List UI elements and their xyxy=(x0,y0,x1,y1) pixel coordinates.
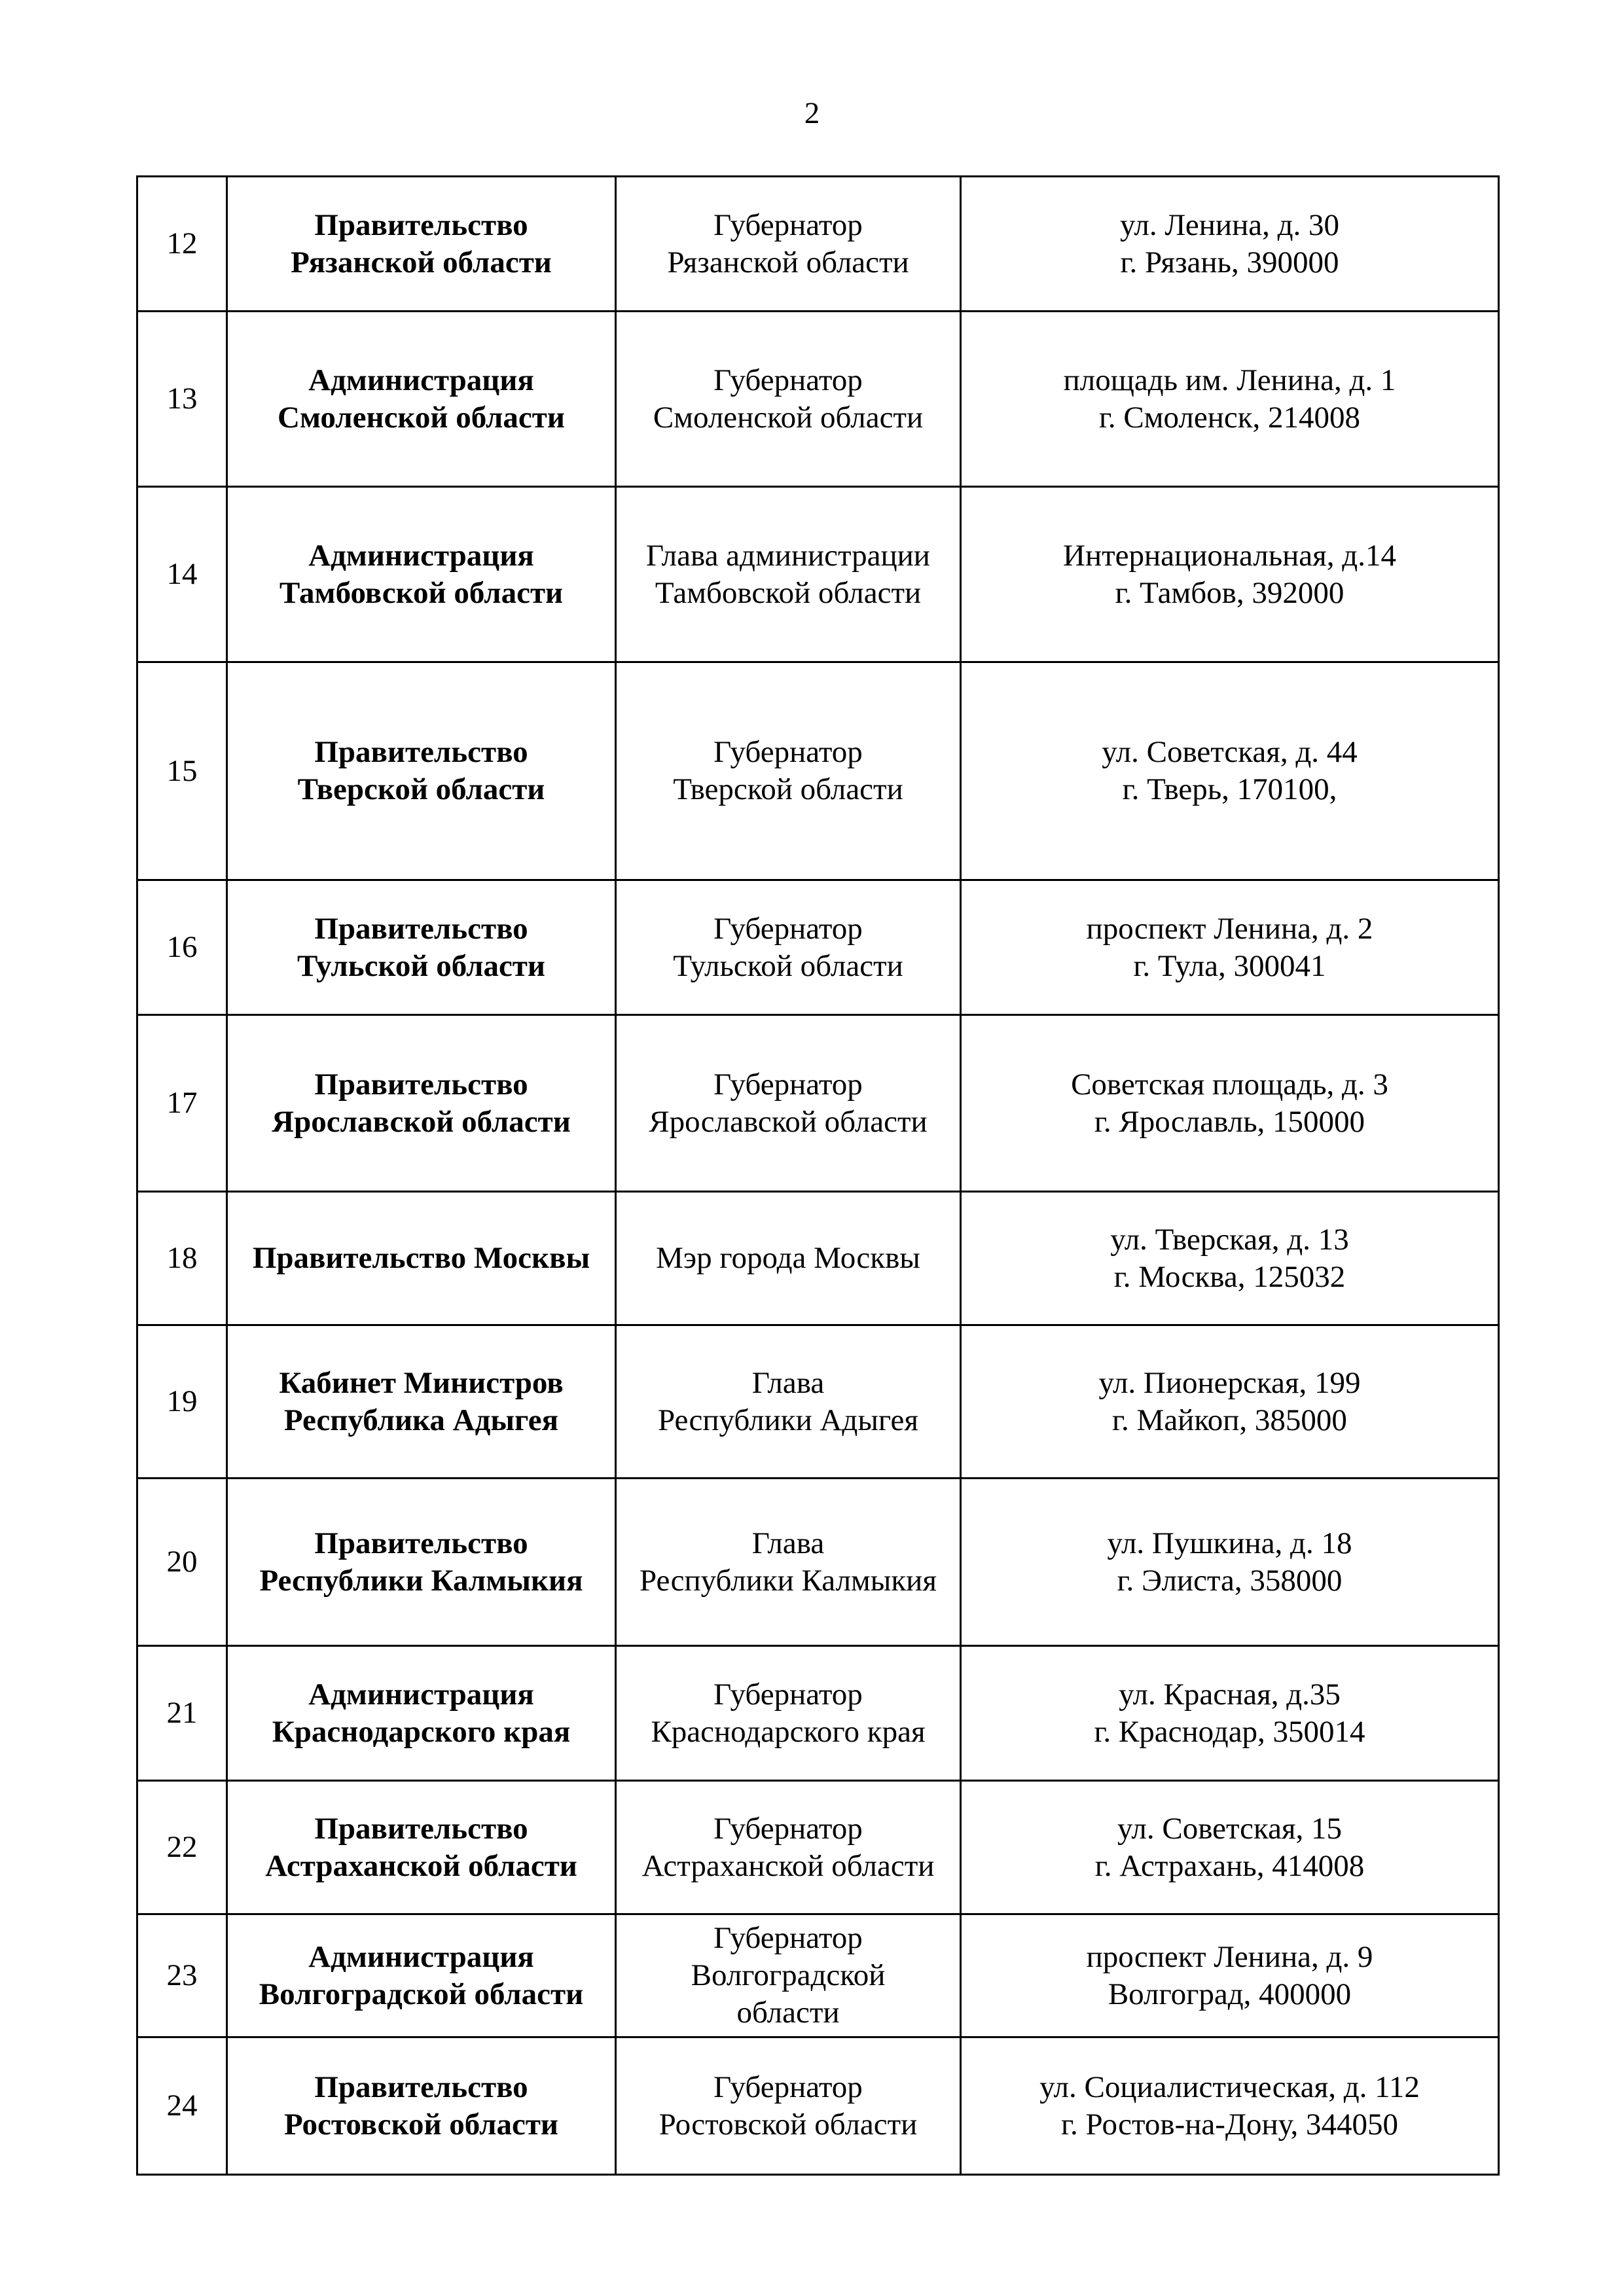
registry-table xyxy=(136,175,1500,2176)
organization-name: Администрация Смоленской области xyxy=(227,312,616,487)
address: ул. Социалистическая, д. 112 г. Ростов-на-Дону, 344050 xyxy=(961,2037,1499,2175)
organization-name: Правительство Ростовской области xyxy=(227,2037,616,2175)
table-row xyxy=(137,1015,1499,1192)
head-title: Губернатор Рязанской области xyxy=(616,177,961,312)
address: ул. Ленина, д. 30 г. Рязань, 390000 xyxy=(961,177,1499,312)
address: ул. Советская, д. 44 г. Тверь, 170100, xyxy=(961,662,1499,880)
address: ул. Пионерская, 199 г. Майкоп, 385000 xyxy=(961,1325,1499,1479)
organization-name: Правительство Москвы xyxy=(227,1192,616,1325)
organization-name: Администрация Волгоградской области xyxy=(227,1914,616,2037)
row-number: 13 xyxy=(137,312,227,487)
table-row xyxy=(137,1325,1499,1479)
head-title: Губернатор Тульской области xyxy=(616,880,961,1015)
head-title: Глава Республики Калмыкия xyxy=(616,1479,961,1646)
address: ул. Тверская, д. 13 г. Москва, 125032 xyxy=(961,1192,1499,1325)
organization-name: Правительство Астраханской области xyxy=(227,1781,616,1914)
table-row xyxy=(137,1781,1499,1914)
table-row xyxy=(137,2037,1499,2175)
address: ул. Пушкина, д. 18 г. Элиста, 358000 xyxy=(961,1479,1499,1646)
row-number: 12 xyxy=(137,177,227,312)
row-number: 23 xyxy=(137,1914,227,2037)
address: Интернациональная, д.14 г. Тамбов, 392000 xyxy=(961,487,1499,662)
row-number: 21 xyxy=(137,1646,227,1781)
organization-name: Правительство Тульской области xyxy=(227,880,616,1015)
head-title: Глава Республики Адыгея xyxy=(616,1325,961,1479)
row-number: 14 xyxy=(137,487,227,662)
address: проспект Ленина, д. 2 г. Тула, 300041 xyxy=(961,880,1499,1015)
table-row xyxy=(137,880,1499,1015)
row-number: 22 xyxy=(137,1781,227,1914)
organization-name: Правительство Ярославской области xyxy=(227,1015,616,1192)
page-number: 2 xyxy=(804,96,820,130)
table-row xyxy=(137,1914,1499,2037)
table-row xyxy=(137,1192,1499,1325)
row-number: 16 xyxy=(137,880,227,1015)
address: площадь им. Ленина, д. 1 г. Смоленск, 214008 xyxy=(961,312,1499,487)
table-row xyxy=(137,312,1499,487)
table-row xyxy=(137,177,1499,312)
head-title: Мэр города Москвы xyxy=(616,1192,961,1325)
head-title: Губернатор Ярославской области xyxy=(616,1015,961,1192)
head-title: Губернатор Краснодарского края xyxy=(616,1646,961,1781)
head-title: Губернатор Смоленской области xyxy=(616,312,961,487)
address: ул. Советская, 15 г. Астрахань, 414008 xyxy=(961,1781,1499,1914)
head-title: Глава администрации Тамбовской области xyxy=(616,487,961,662)
row-number: 18 xyxy=(137,1192,227,1325)
address: Советская площадь, д. 3 г. Ярославль, 150000 xyxy=(961,1015,1499,1192)
table-row xyxy=(137,1646,1499,1781)
organization-name: Администрация Тамбовской области xyxy=(227,487,616,662)
organization-name: Администрация Краснодарского края xyxy=(227,1646,616,1781)
head-title: Губернатор Волгоградской области xyxy=(616,1914,961,2037)
organization-name: Правительство Рязанской области xyxy=(227,177,616,312)
head-title: Губернатор Тверской области xyxy=(616,662,961,880)
row-number: 19 xyxy=(137,1325,227,1479)
head-title: Губернатор Астраханской области xyxy=(616,1781,961,1914)
table-row xyxy=(137,662,1499,880)
address: ул. Красная, д.35 г. Краснодар, 350014 xyxy=(961,1646,1499,1781)
head-title: Губернатор Ростовской области xyxy=(616,2037,961,2175)
organization-name: Правительство Республики Калмыкия xyxy=(227,1479,616,1646)
table-row xyxy=(137,487,1499,662)
row-number: 15 xyxy=(137,662,227,880)
row-number: 20 xyxy=(137,1479,227,1646)
row-number: 17 xyxy=(137,1015,227,1192)
address: проспект Ленина, д. 9 Волгоград, 400000 xyxy=(961,1914,1499,2037)
table-row xyxy=(137,1479,1499,1646)
organization-name: Кабинет Министров Республика Адыгея xyxy=(227,1325,616,1479)
organization-name: Правительство Тверской области xyxy=(227,662,616,880)
row-number: 24 xyxy=(137,2037,227,2175)
